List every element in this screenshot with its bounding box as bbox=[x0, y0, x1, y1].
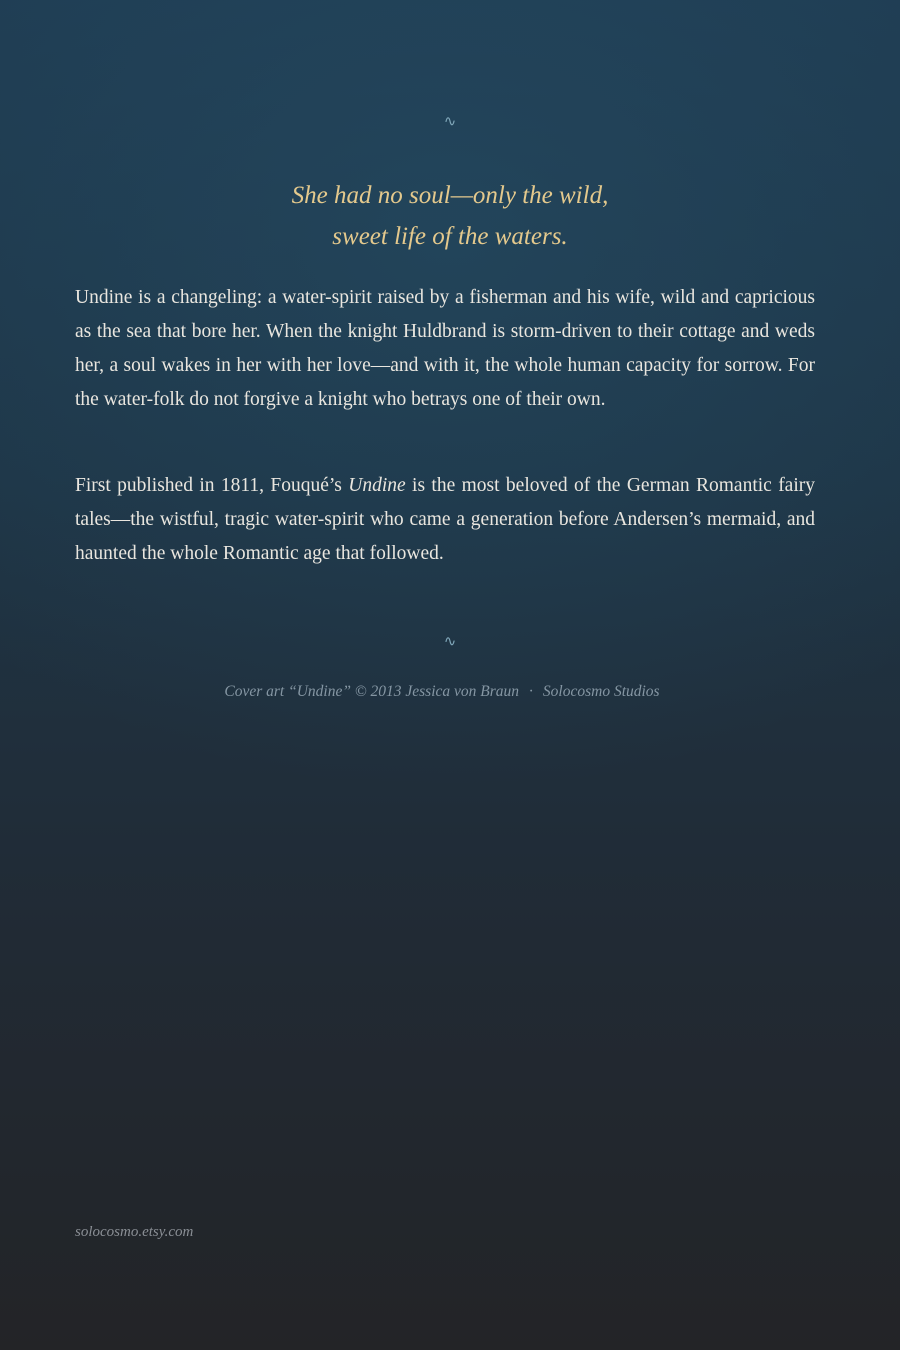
studio-name: Solocosmo Studios bbox=[542, 683, 660, 700]
cover-art-credit-text: Cover art “Undine” © 2013 Jessica von Braun bbox=[224, 683, 520, 700]
synopsis-paragraph: Undine is a changeling: a water-spirit raised by a fisherman and his wife, wild and capricious as the sea that bore her. When the knight Huldbrand is storm-driven to their cottage and weds her, a soul wakes in her with her love—and with it, the whole human capacity for sorrow. For the water-folk do not forgive a knight who betrays one of their own. bbox=[75, 287, 815, 410]
epigraph-quote bbox=[0, 175, 900, 257]
bottom-wave-ornament-icon: ∿ bbox=[443, 632, 457, 650]
credit-separator: · bbox=[529, 683, 533, 700]
publication-text-after: is the most beloved of the German Romantic fairy tales—the wistful, tragic water-spirit who came a generation before Andersen’s mermaid, and haunted the whole Romantic age that followed. bbox=[75, 475, 816, 564]
cover-art-credit bbox=[0, 682, 884, 702]
epigraph-line-2: sweet life of the waters. bbox=[332, 223, 568, 250]
book-title-italic: Undine bbox=[348, 475, 406, 496]
publication-text-before: First published in 1811, Fouqué’s bbox=[75, 475, 349, 496]
epigraph-line-1: She had no soul—only the wild, bbox=[291, 182, 609, 209]
publication-paragraph bbox=[75, 469, 815, 571]
website-url: solocosmo.etsy.com bbox=[75, 1224, 194, 1240]
top-wave-ornament-icon: ∿ bbox=[443, 112, 457, 130]
